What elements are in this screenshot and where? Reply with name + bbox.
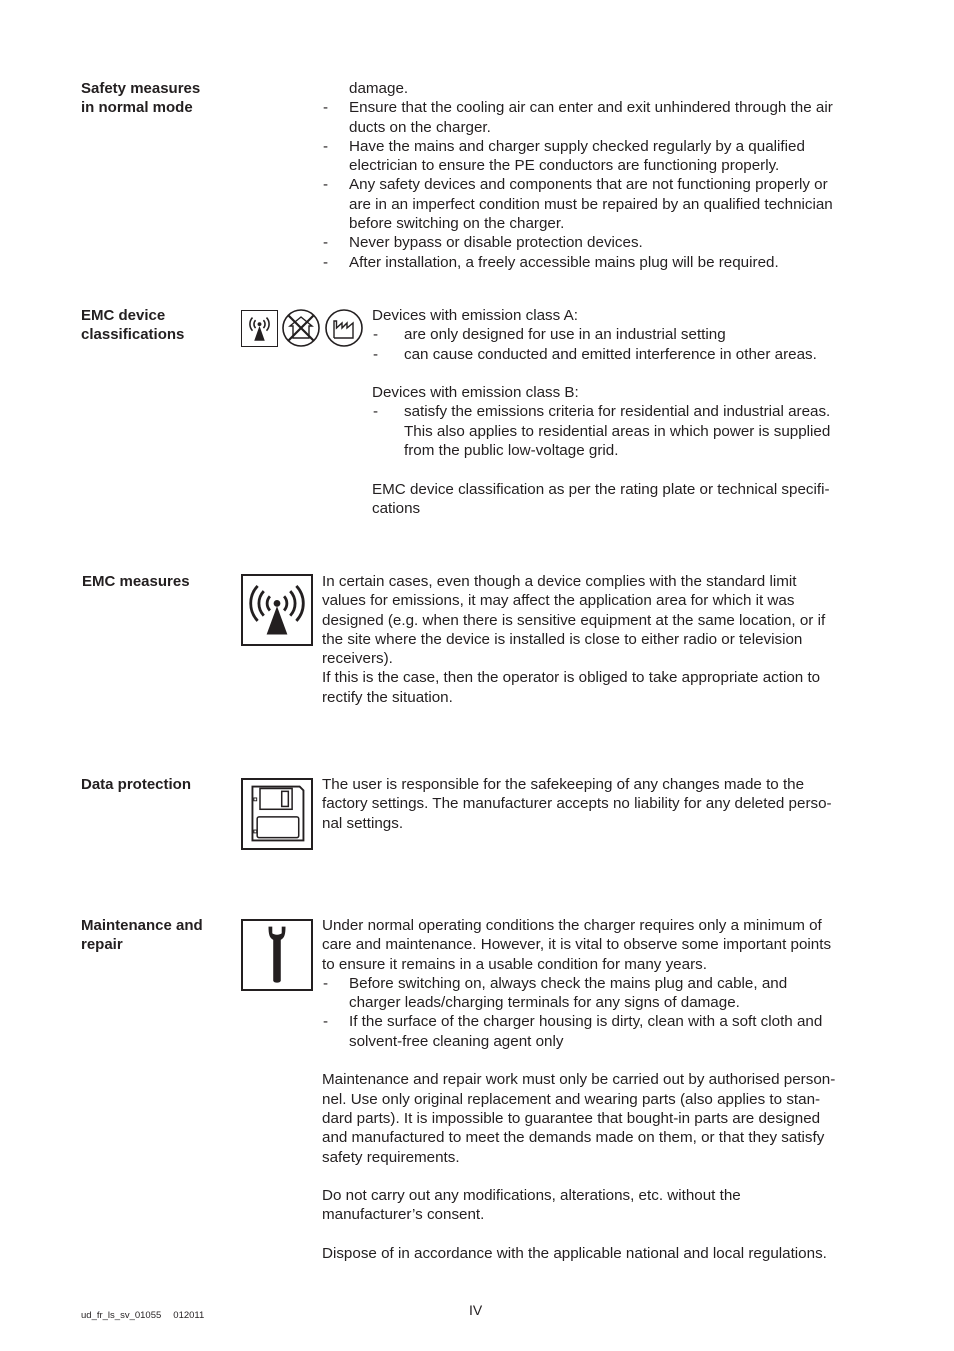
maintenance-section-label: Maintenance and repair: [81, 917, 203, 954]
emc-measures-section-label: EMC measures: [82, 573, 190, 590]
footer-date-code: 012011: [173, 1310, 205, 1321]
emission-warning-icon: [241, 310, 278, 347]
safety-bullet-cooling: - Ensure that the cooling air can enter and exit unhindered through the air ducts on the charger.: [322, 98, 892, 137]
safety-bullet-never-bypass: - Never bypass or disable protection devices.: [322, 233, 892, 252]
class-a-heading: Devices with emission class A:: [372, 307, 578, 324]
crossed-out-residential-icon: [281, 308, 321, 348]
emc-class-note: EMC device classification as per the rating plate or technical specifi- cations: [372, 480, 830, 517]
safety-section-label: Safety measures in normal mode: [81, 80, 201, 117]
class-a-bullet-interference: - can cause conducted and emitted interference in other areas.: [372, 345, 892, 364]
emc-measures-section-body: In certain cases, even though a device complies with the standard limit values for emissions, it may affect the application area for which it was designed (e.g. when there is sensitive equipment at the same location, or if the site where the device is installed is close to either radio or television receivers). If this is the case, then the operator is obliged to take appropriate action to rectify the situation.: [322, 573, 826, 706]
emc-class-section-label: EMC device classifications: [81, 307, 185, 344]
emc-class-section-body: [372, 306, 892, 518]
data-protection-section-body: The user is responsible for the safekeeping of any changes made to the factory settings. The manufacturer accepts no liability for any deleted perso- nal settings.: [322, 776, 832, 832]
data-protection-section-label: Data protection: [81, 776, 192, 793]
class-a-bullet-industrial: - are only designed for use in an industrial setting: [372, 325, 892, 344]
maintenance-bullet-check-plug: - Before switching on, always check the mains plug and cable, and charger leads/charging terminals for any signs of damage.: [322, 974, 892, 1013]
class-b-heading: Devices with emission class B:: [372, 384, 579, 402]
maintenance-paragraph-disposal: Dispose of in accordance with the applicable national and local regulations.: [322, 1245, 827, 1263]
safety-bullet-mains-check: - Have the mains and charger supply checked regularly by a qualified electrician to ensure the PE conductors are functioning properly.: [322, 137, 892, 176]
footer-doc-code: ud_fr_ls_sv_01055 012011: [81, 1310, 205, 1321]
class-b-bullet-emissions: - satisfy the emissions criteria for residential and industrial areas. This also applies to residential areas in which power is supplied from the public low-voltage grid.: [372, 402, 892, 460]
safety-section-body: [322, 79, 892, 272]
safety-bullet-safety-devices: - Any safety devices and components that are not functioning properly or are in an imperfect condition must be repaired by an qualified technician before switching on the charger.: [322, 175, 892, 233]
wrench-icon: [241, 919, 313, 991]
safety-continuation: damage.: [349, 80, 409, 97]
page-number: IV: [469, 1302, 483, 1318]
industrial-factory-icon: [324, 308, 364, 348]
emission-warning-icon: [241, 574, 313, 646]
floppy-disk-icon: [241, 778, 313, 850]
maintenance-bullet-cleaning: - If the surface of the charger housing is dirty, clean with a soft cloth and solvent-free cleaning agent only: [322, 1012, 892, 1051]
maintenance-paragraph-authorised: Maintenance and repair work must only be carried out by authorised person- nel. Use only original replacement and wearing parts (also applies to stan- dard parts). It is impossible to guarantee that bought-in parts are designed and manufactured to meet the demands made on them, or that they satisfy safety requirements.: [322, 1071, 836, 1166]
maintenance-section-body: Under normal operating conditions the charger requires only a minimum of care and maintenance. However, it is vital to observe some important points to ensure it remains in a usable condition for many years. - Before switching on, always check the mains plug and cable, and charger leads/charging terminals for any signs of damage. - If the surface of the charger housing is dirty, clean with a soft cloth and solvent-free cleaning agent only Maintenance and repair work must only be carried out by authorised person- nel. Use only original replacement and wearing parts (also applies to stan- dard parts). It is impossible to guarantee that bought-in parts are designed and manufactured to meet the demands made on them, or that they satisfy safety requirements. Do not carry out any modifications, alterations, etc. without the manufacturer’s consent. Dispose of in accordance with the applicable national and local regulations.: [322, 916, 892, 1263]
safety-bullet-mains-plug: - After installation, a freely accessible mains plug will be required.: [322, 253, 892, 272]
maintenance-paragraph-modifications: Do not carry out any modifications, alterations, etc. without the manufacturer’s consent.: [322, 1187, 741, 1224]
